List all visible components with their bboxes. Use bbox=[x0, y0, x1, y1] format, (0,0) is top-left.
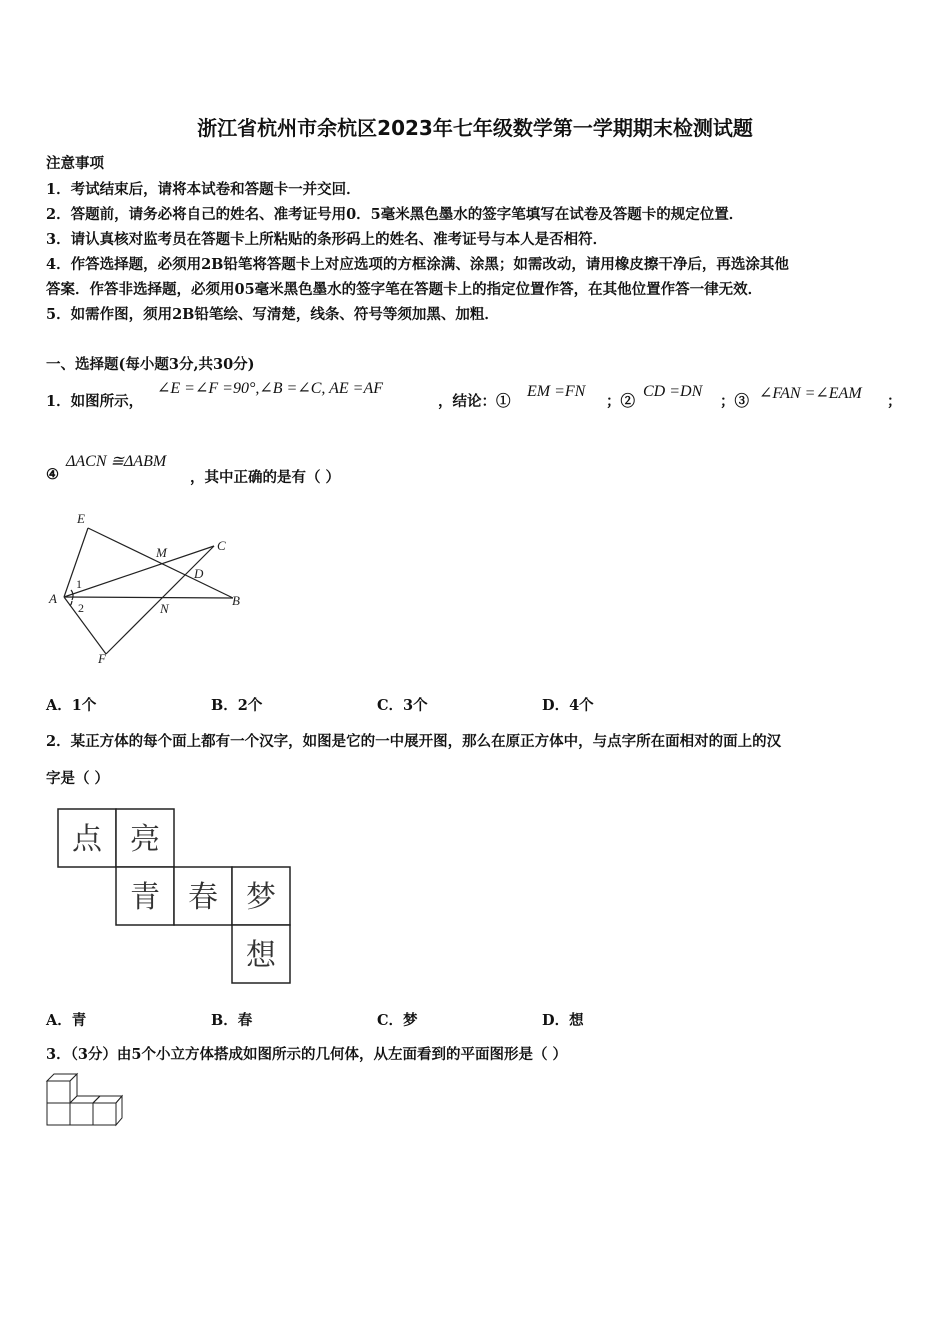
label-a: A bbox=[49, 591, 57, 606]
label-m: M bbox=[156, 545, 167, 560]
q1-conclusion-4: ΔACN ≅ΔABM bbox=[66, 453, 167, 470]
q2-choice-a[interactable]: A．青 bbox=[46, 1012, 87, 1029]
net-char-liang: 亮 bbox=[130, 822, 160, 857]
label-b: B bbox=[232, 593, 240, 608]
segment-eb bbox=[88, 528, 233, 598]
notice-item-2: 2．答题前，请务必将自己的姓名、准考证号用0．5毫米黑色墨水的签字笔填写在试卷及答题卡的规定位置． bbox=[46, 206, 744, 223]
q1-sep-4: ； bbox=[887, 393, 902, 410]
label-angle-2: 2 bbox=[78, 601, 84, 615]
net-char-meng: 梦 bbox=[246, 880, 276, 915]
cube-bottom-1 bbox=[47, 1103, 70, 1125]
q1-prefix: 1．如图所示， bbox=[46, 393, 144, 410]
q1-condition: ∠E =∠F =90°,∠B =∠C, AE =AF bbox=[157, 380, 384, 397]
notice-item-4-cont: 答案．作答非选择题，必须用05毫米黑色墨水的签字笔在答题卡上的指定位置作答，在其他位置作答一律无效． bbox=[46, 281, 763, 298]
q1-line2-prefix: ④ bbox=[46, 466, 59, 483]
q1-sep-3: ；③ bbox=[720, 393, 749, 410]
label-c: C bbox=[217, 538, 226, 553]
q1-choice-a[interactable]: A．1个 bbox=[46, 697, 97, 714]
q1-conclusion-2: CD =DN bbox=[643, 383, 703, 400]
label-d: D bbox=[194, 566, 204, 581]
q1-conclusion-1: EM =FN bbox=[527, 383, 586, 400]
q1-choice-b[interactable]: B．2个 bbox=[211, 697, 263, 714]
q2-choice-d[interactable]: D．想 bbox=[542, 1012, 584, 1029]
page-title: 浙江省杭州市余杭区2023年七年级数学第一学期期末检测试题 bbox=[197, 116, 753, 140]
q3-cube-figure bbox=[44, 1072, 130, 1130]
net-char-chun: 春 bbox=[188, 880, 218, 915]
angle-mark-2 bbox=[70, 601, 72, 606]
q1-conclusion-3: ∠FAN =∠EAM bbox=[759, 385, 862, 402]
q1-choice-c[interactable]: C．3个 bbox=[377, 697, 428, 714]
q2-cube-net bbox=[56, 807, 296, 987]
q1-conclusion-label: ，结论：① bbox=[438, 393, 511, 410]
segment-ac bbox=[64, 546, 214, 597]
net-char-dian: 点 bbox=[72, 822, 102, 857]
q1-sep-2: ；② bbox=[606, 393, 635, 410]
q2-choice-b[interactable]: B．春 bbox=[211, 1012, 253, 1029]
cube-bottom-3 bbox=[93, 1103, 116, 1125]
q1-choice-d[interactable]: D．4个 bbox=[542, 697, 594, 714]
q3-text: 3．（3分）由5个小立方体搭成如图所示的几何体，从左面看到的平面图形是（ ） bbox=[46, 1046, 568, 1063]
cube-bottom-2 bbox=[70, 1103, 93, 1125]
notice-heading: 注意事项 bbox=[46, 155, 104, 172]
label-angle-1: 1 bbox=[76, 577, 82, 591]
net-char-qing: 青 bbox=[130, 880, 160, 915]
notice-item-5: 5．如需作图，须用2B铅笔绘、写清楚，线条、符号等须加黑、加粗． bbox=[46, 306, 499, 323]
q2-choice-c[interactable]: C．梦 bbox=[377, 1012, 418, 1029]
segment-ab bbox=[64, 597, 233, 598]
cube-top-front bbox=[47, 1081, 70, 1103]
label-n: N bbox=[160, 601, 169, 616]
q2-text-line2: 字是（ ） bbox=[46, 770, 110, 787]
q2-text-line1: 2．某正方体的每个面上都有一个汉字，如图是它的一中展开图，那么在原正方体中，与点字所在面相对的面上的汉 bbox=[46, 733, 782, 750]
notice-item-4: 4．作答选择题，必须用2B铅笔将答题卡上对应选项的方框涂满、涂黑；如需改动，请用橡皮擦干净后，再选涂其他 bbox=[46, 256, 789, 273]
q1-geometry-figure bbox=[44, 510, 254, 670]
notice-item-3: 3．请认真核对监考员在答题卡上所粘贴的条形码上的姓名、准考证号与本人是否相符． bbox=[46, 231, 608, 248]
q1-line2-suffix: ，其中正确的是有（ ） bbox=[190, 469, 341, 486]
label-f: F bbox=[98, 651, 106, 666]
label-e: E bbox=[77, 511, 85, 526]
section-heading: 一、选择题(每小题3分,共30分) bbox=[46, 356, 255, 373]
net-char-xiang: 想 bbox=[246, 938, 276, 973]
notice-item-1: 1．考试结束后，请将本试卷和答题卡一并交回． bbox=[46, 181, 361, 198]
